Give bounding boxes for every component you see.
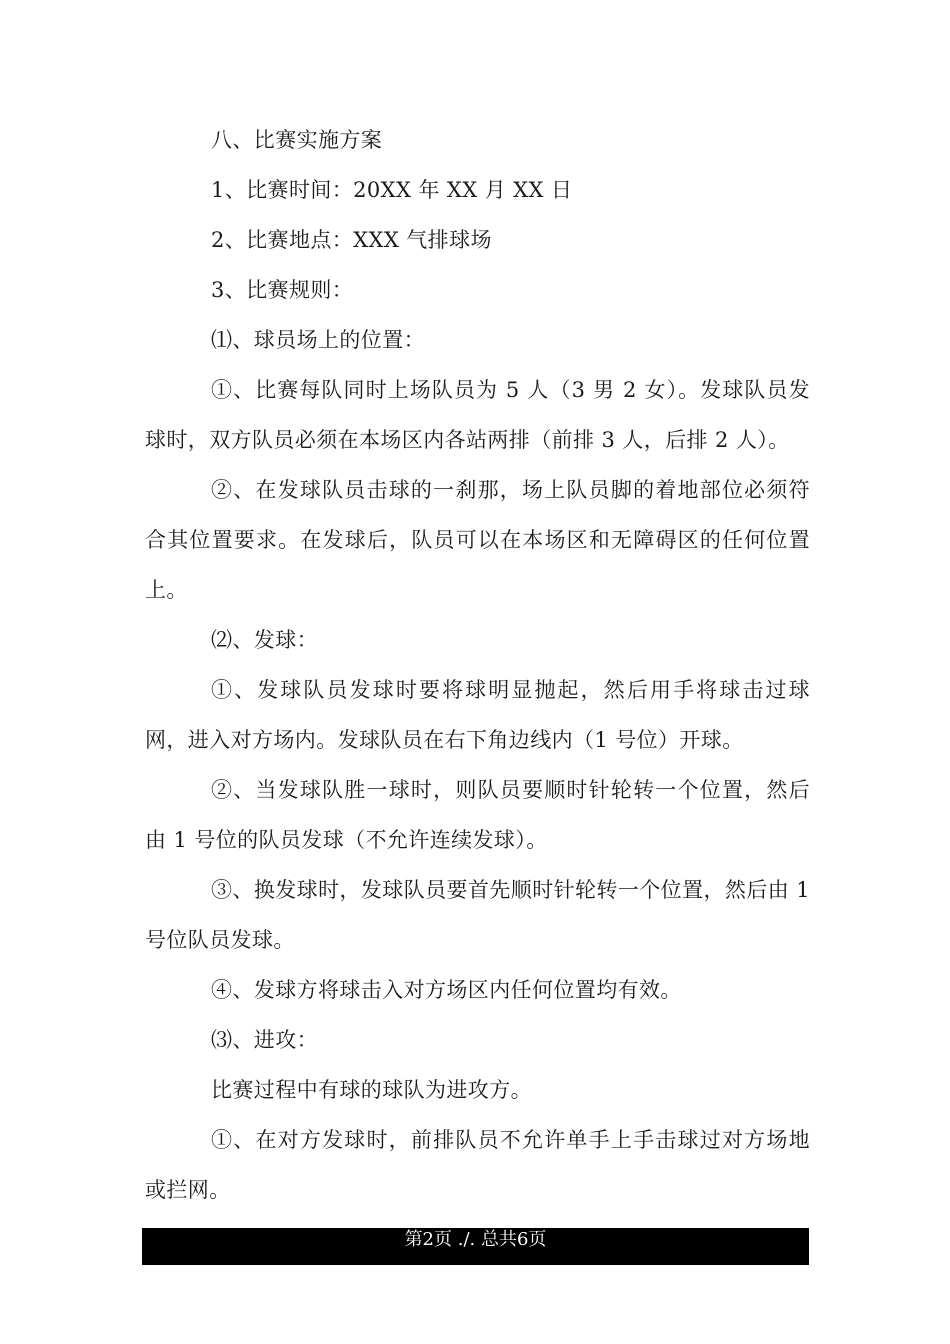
paragraph-serve-2: ②、当发球队胜一球时，则队员要顺时针轮转一个位置，然后由 1 号位的队员发球（不允许连续发球）。 [145, 778, 810, 852]
subheading-player-positions: ⑴、球员场上的位置： [211, 328, 425, 352]
subheading-serve: ⑵、发球： [211, 628, 318, 652]
paragraph-serve-4: ④、发球方将球击入对方场区内任何位置均有效。 [211, 978, 682, 1002]
paragraph-match-time: 1、比赛时间：20XX 年 XX 月 XX 日 [211, 178, 573, 202]
paragraph-positions-2: ②、在发球队员击球的一刹那，场上队员脚的着地部位必须符合其位置要求。在发球后，队员可以在本场区和无障碍区的任何位置上。 [145, 478, 810, 602]
paragraph-serve-1: ①、发球队员发球时要将球明显抛起，然后用手将球击过球网，进入对方场内。发球队员在右下角边线内（1 号位）开球。 [145, 678, 810, 752]
paragraph-serve-3: ③、换发球时，发球队员要首先顺时针轮转一个位置，然后由 1 号位队员发球。 [145, 878, 810, 952]
subheading-attack: ⑶、进攻： [211, 1028, 318, 1052]
paragraph-match-venue: 2、比赛地点：XXX 气排球场 [211, 228, 492, 252]
document-body [145, 115, 810, 1215]
paragraph-attack-intro: 比赛过程中有球的球队为进攻方。 [211, 1078, 532, 1102]
section-heading: 八、比赛实施方案 [211, 128, 383, 152]
paragraph-positions-1: ①、比赛每队同时上场队员为 5 人（3 男 2 女）。发球队员发球时，双方队员必须在本场区内各站两排（前排 3 人，后排 2 人）。 [145, 378, 810, 452]
page-number-label: 第2页 ./. 总共6页 [404, 1229, 547, 1250]
paragraph-match-rules: 3、比赛规则： [211, 278, 354, 302]
paragraph-attack-1: ①、在对方发球时，前排队员不允许单手上手击球过对方场地或拦网。 [145, 1128, 810, 1202]
page-footer-bar [142, 1228, 809, 1265]
